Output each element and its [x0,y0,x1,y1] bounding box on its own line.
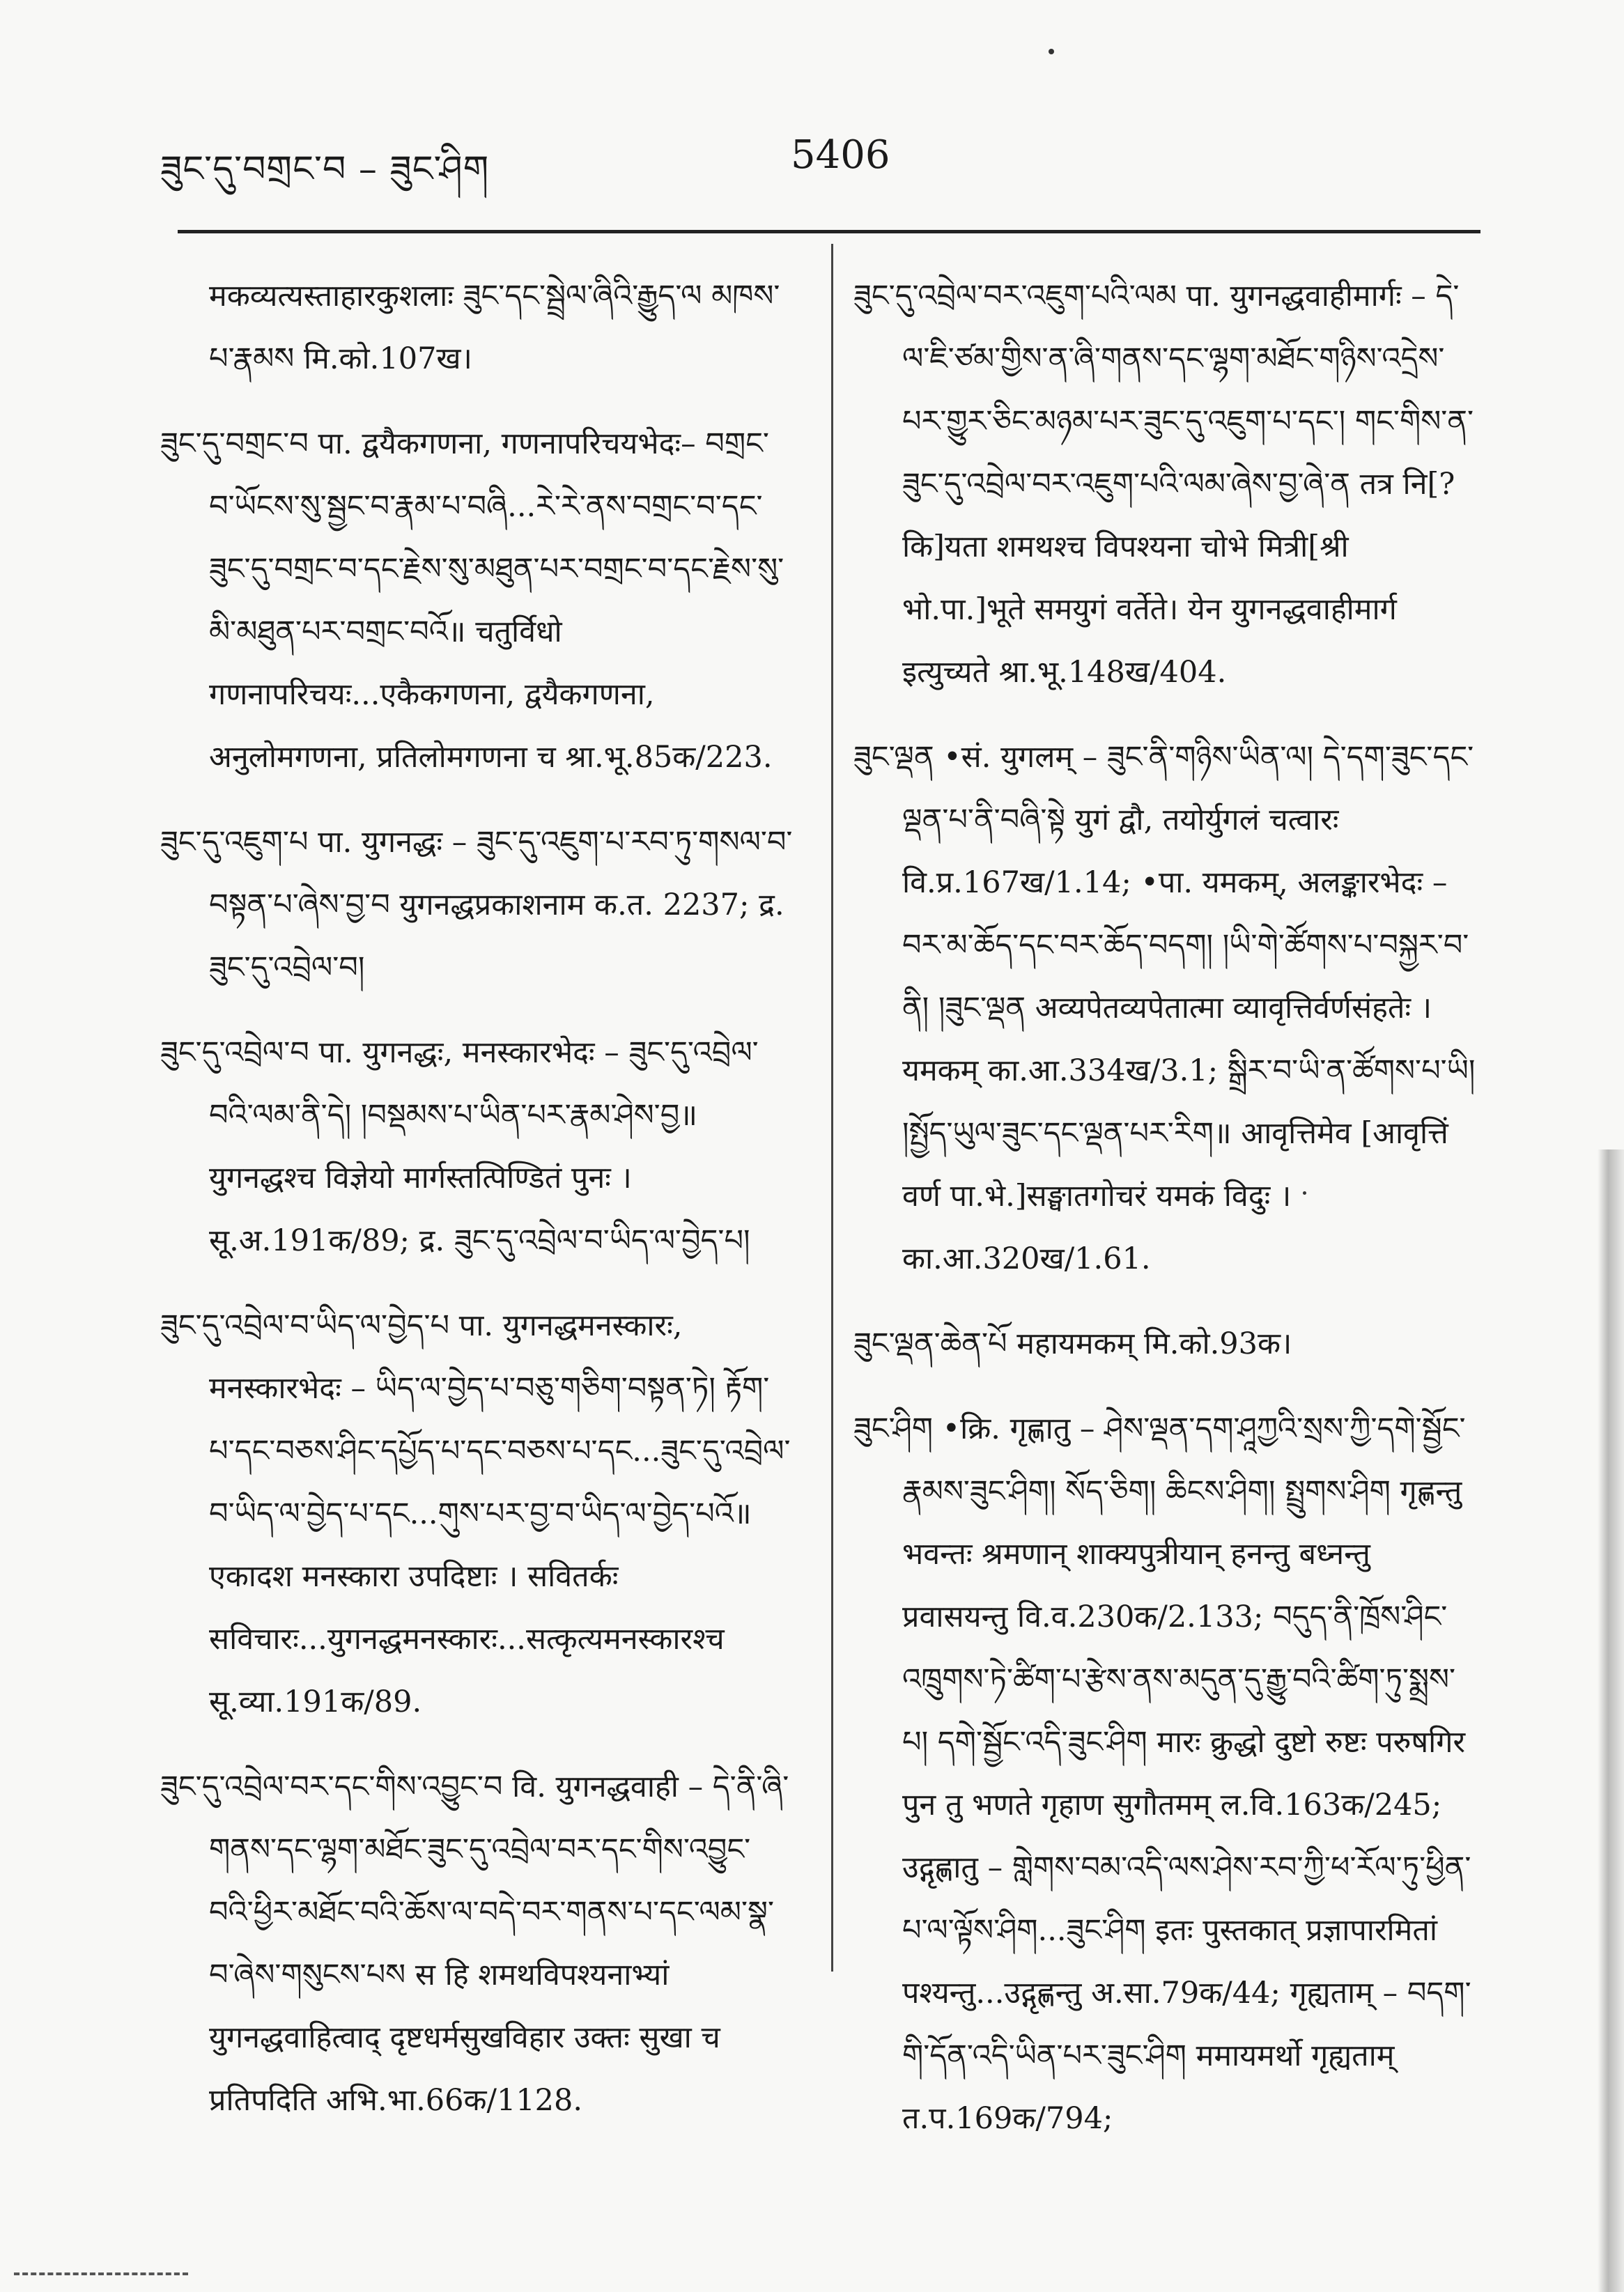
dictionary-entry: ཟུང་ཤིག •क्रि. गृह्णातु – ཤེས་ལྡན་དག་ཤཱཀྱའི་སྲས་ཀྱི་དགེ་སྦྱོང་རྣམས་ཟུང་ཤིག། སོད་ཅིག། ཆིངས་ཤིག། སྤྲུགས་ཤིག गृह्णन्तु भवन्तः श्रमणान् शाक्यपुत्रीयान् हनन्तु बध्नन्तु प्रवासयन्तु वि.व.230क/2.133; བདུད་ནི་ཁྲོས་ཤིང་འཁྲུགས་ཏེ་ཚིག་པ་རྩེས་ནས་མདུན་དུ་རྒྱུ་བའི་ཚིག་ཏུ་སྨྲས་པ། དགེ་སྦྱོང་འདི་ཟུང་ཤིག मारः क्रुद्धो दुष्टो रुष्टः परुषगिर पुन तु भणते गृहाण सुगौतमम् ल.वि.163क/245; उद्गृह्णातु – གླེགས་བམ་འདི་ལས་ཤེས་རབ་ཀྱི་ཕ་རོལ་ཏུ་ཕྱིན་པ་ལ་ལྟོས་ཤིག...ཟུང་ཤིག इतः पुस्तकात् प्रज्ञापारमितां पश्यन्तु...उद्गृह्णन्तु अ.सा.79क/44; गृह्यताम् – བདག་གི་དོན་འདི་ཡིན་པར་ཟུང་ཤིག ममायमर्थो गृह्यताम् त.प.169क/794; [853,1411,1471,2136]
left-column [160,265,794,2154]
scan-edge-shadow [1598,1149,1624,2292]
scan-speck [1049,49,1054,54]
header-divider [178,230,1480,233]
dictionary-entry: ཟུང་དུ་འབྲེལ་བར་འཇུག་པའི་ལམ पा. युगनद्धवाहीमार्गः – དེ་ལ་ཇི་ཙམ་གྱིས་ན་ཞི་གནས་དང་ལྷག་མཐོང་གཉིས་འདྲེས་པར་གྱུར་ཅིང་མཉམ་པར་ཟུང་དུ་འཇུག་པ་དང་། གང་གིས་ན་ཟུང་དུ་འབྲེལ་བར་འཇུག་པའི་ལམ་ཞེས་བྱ་ཞེ་ན तत्र नि[?कि]यता शमथश्च विपश्यना चोभे मित्री[श्री भो.पा.]भूते समयुगं वर्तेते। येन युगनद्धवाहीमार्ग इत्युच्यते श्रा.भू.148ख/404. [853,279,1474,690]
right-column [853,265,1477,2172]
dictionary-entry: ཟུང་དུ་བགྲང་བ पा. द्वयैकगणना, गणनापरिचयभेदः– བགྲང་བ་ཡོངས་སུ་སྦྱང་བ་རྣམ་པ་བཞི...རེ་རེ་ནས་བགྲང་བ་དང་ཟུང་དུ་བགྲང་བ་དང་རྗེས་སུ་མཐུན་པར་བགྲང་བ་དང་རྗེས་སུ་མི་མཐུན་པར་བགྲང་བའོ॥ चतुर्विधो गणनापरिचयः...एकैकगणना, द्वयैकगणना, अनुलोमगणना, प्रतिलोमगणना च श्रा.भू.85क/223. [160,426,784,775]
dictionary-entry: ཟུང་དུ་འབྲེལ་བ पा. युगनद्धः, मनस्कारभेदः – ཟུང་དུ་འབྲེལ་བའི་ལམ་ནི་དེ། །བསྡམས་པ་ཡིན་པར་རྣམ་ཤེས་བྱ॥ युगनद्धश्च विज्ञेयो मार्गस्तत्पिण्डितं पुनः । सू.अ.191क/89; द्र. ཟུང་དུ་འབྲེལ་བ་ཡིད་ལ་བྱེད་པ། [160,1035,759,1258]
dictionary-entry: ཟུང་དུ་འབྲེལ་བ་ཡིད་ལ་བྱེད་པ पा. युगनद्धमनस्कारः, मनस्कारभेदः – ཡིད་ལ་བྱེད་པ་བཅུ་གཅིག་བསྟན་ཏེ། རྟོག་པ་དང་བཅས་ཤིང་དཔྱོད་པ་དང་བཅས་པ་དང...ཟུང་དུ་འབྲེལ་བ་ཡིད་ལ་བྱེད་པ་དང...གུས་པར་བྱ་བ་ཡིད་ལ་བྱེད་པའོ॥ एकादश मनस्कारा उपदिष्टाः । सवितर्कः सविचारः...युगनद्धमनस्कारः...सत्कृत्यमनस्कारश्च सू.व्या.191क/89. [160,1308,791,1719]
dictionary-entry: मकव्यत्यस्ताहारकुशलाः ཟུང་དང་སྦྲེལ་ཞིའི་རྒྱུད་ལ མཁས་པ་རྣམས मि.को.107ख। [209,279,780,376]
column-divider [831,244,833,1972]
dictionary-entry: ཟུང་ལྡན་ཆེན་པོ महायमकम् मि.को.93क। [853,1326,1292,1361]
page-number: 5406 [791,132,890,178]
dictionary-entry: ཟུང་ལྡན •सं. युगलम् – ཟུང་ནི་གཉིས་ཡིན་ལ། དེ་དག་ཟུང་དང་ལྡན་པ་ནི་བཞི་སྟེ युगं द्वौ, तयोर्युगलं चत्वारः वि.प्र.167ख/1.14; •पा. यमकम्, अलङ्कारभेदः – བར་མ་ཆོད་དང་བར་ཆོད་བདག། །ཡི་གེ་ཚོགས་པ་བསྐྱར་བ་ནི། །ཟུང་ལྡན अव्यपेतव्यपेतात्मा व्यावृत्तिर्वर्णसंहतेः । यमकम् का.आ.334ख/3.1; སྒྲིར་བ་ཡི་ན་ཚོགས་པ་ཡི། །སྤྱོད་ཡུལ་ཟུང་དང་ལྡན་པར་རིག॥ आवृत्तिमेव [आवृत्तिं वर्ण पा.भे.]सङ्घातगोचरं यमकं विदुः । का.आ.320ख/1.61. [853,740,1476,1276]
scan-artifact-dash [14,2272,188,2275]
running-header-left: ཟུང་དུ་བགྲང་བ – ཟུང་ཤིག [160,148,490,190]
scan-speck [1303,1191,1306,1195]
dictionary-entry: ཟུང་དུ་འབྲེལ་བར་དང་གིས་འབྱུང་བ वि. युगनद्धवाही – དེ་ནི་ཞི་གནས་དང་ལྷག་མཐོང་ཟུང་དུ་འབྲེལ་བར་དང་གིས་འབྱུང་བའི་ཕྱིར་མཐོང་བའི་ཆོས་ལ་བདེ་བར་གནས་པ་དང་ལམ་སྣ་བ་ཞེས་གསུངས་པས स हि शमथविपश्यनाभ्यां युगनद्धवाहित्वाद् दृष्टधर्मसुखविहार उक्तः सुखा च प्रतिपदिति अभि.भा.66क/1128. [160,1770,789,2118]
dictionary-entry: ཟུང་དུ་འཇུག་པ पा. युगनद्धः – ཟུང་དུ་འཇུག་པ་རབ་ཏུ་གསལ་བ་བསྟན་པ་ཞེས་བྱ་བ युगनद्धप्रकाशनाम क.त. 2237; द्र. ཟུང་དུ་འབྲེལ་བ། [160,825,793,985]
